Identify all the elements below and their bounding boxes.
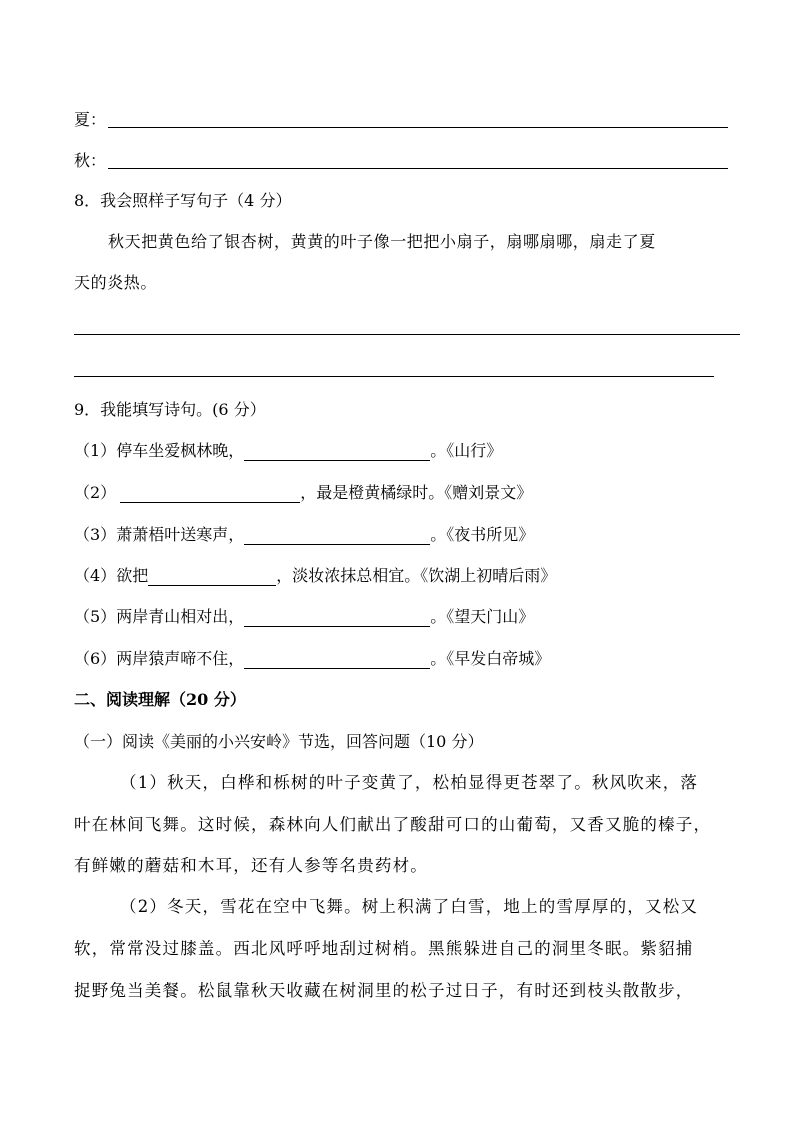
poem-blank-5[interactable] bbox=[244, 608, 430, 627]
poem-text-after: 。《山行》 bbox=[430, 441, 503, 460]
poem-item-number: （6） bbox=[74, 649, 117, 668]
autumn-label: 秋： bbox=[74, 151, 107, 170]
poem-item-1 bbox=[74, 441, 502, 461]
section-2-title: 二、阅读理解（20 分） bbox=[74, 690, 246, 709]
poem-item-number: （1） bbox=[74, 441, 117, 460]
poem-text-before: 两岸猿声啼不住， bbox=[116, 649, 245, 668]
passage-p1-line2: 叶在林间飞舞。这时候，森林向人们献出了酸甜可口的山葡萄，又香又脆的榛子， bbox=[74, 815, 712, 834]
poem-blank-3[interactable] bbox=[244, 526, 430, 545]
poem-text-before: 两岸青山相对出， bbox=[116, 607, 245, 626]
question-8-title: 8．我会照样子写句子（4 分） bbox=[74, 191, 292, 210]
summer-label: 夏： bbox=[74, 110, 107, 129]
poem-text-after: 。《望天门山》 bbox=[430, 607, 535, 626]
passage-p2-line1: （2）冬天，雪花在空中飞舞。树上积满了白雪，地上的雪厚厚的，又松又 bbox=[120, 897, 699, 916]
question-8-example-line2: 天的炎热。 bbox=[74, 273, 158, 292]
poem-text-after: ，最是橙黄橘绿时。《赠刘景文》 bbox=[300, 483, 533, 502]
poem-blank-6[interactable] bbox=[244, 650, 430, 669]
poem-blank-2[interactable] bbox=[120, 484, 300, 503]
passage-p2-line3: 捉野兔当美餐。松鼠靠秋天收藏在树洞里的松子过日子，有时还到枝头散散步， bbox=[74, 981, 694, 1000]
question-9-title: 9．我能填写诗句。(6 分） bbox=[74, 400, 266, 419]
question-8-answer-line-1[interactable] bbox=[74, 334, 740, 335]
passage-p1-line3: 有鲜嫩的蘑菇和木耳，还有人参等名贵药材。 bbox=[74, 856, 428, 875]
poem-item-4 bbox=[74, 566, 556, 586]
poem-item-number: （2） bbox=[74, 483, 117, 502]
autumn-answer-line[interactable] bbox=[108, 168, 728, 169]
poem-blank-4[interactable] bbox=[148, 567, 276, 586]
poem-item-5 bbox=[74, 607, 534, 627]
passage-p1-line1: （1）秋天，白桦和栎树的叶子变黄了，松柏显得更苍翠了。秋风吹来，落 bbox=[120, 773, 699, 792]
summer-answer-line[interactable] bbox=[108, 127, 728, 128]
poem-blank-1[interactable] bbox=[244, 442, 430, 461]
poem-text-after: 。《早发白帝城》 bbox=[430, 649, 551, 668]
reading-1-title: （一）阅读《美丽的小兴安岭》节选，回答问题（10 分） bbox=[74, 732, 484, 751]
poem-text-before: 停车坐爱枫林晚， bbox=[116, 441, 245, 460]
poem-item-2 bbox=[74, 483, 532, 503]
poem-item-number: （4） bbox=[74, 566, 117, 585]
poem-text-before: 欲把 bbox=[116, 566, 149, 585]
poem-text-after: ，淡妆浓抹总相宜。《饮湖上初晴后雨》 bbox=[276, 566, 557, 585]
poem-text-after: 。《夜书所见》 bbox=[430, 525, 535, 544]
poem-item-6 bbox=[74, 649, 550, 669]
question-8-example-line1: 秋天把黄色给了银杏树，黄黄的叶子像一把把小扇子，扇哪扇哪，扇走了夏 bbox=[108, 232, 656, 251]
poem-item-number: （5） bbox=[74, 607, 117, 626]
question-8-answer-line-2[interactable] bbox=[74, 376, 714, 377]
passage-p2-line2: 软，常常没过膝盖。西北风呼呼地刮过树梢。黑熊躲进自己的洞里冬眠。紫貂捕 bbox=[74, 939, 694, 958]
poem-item-number: （3） bbox=[74, 525, 117, 544]
poem-item-3 bbox=[74, 525, 534, 545]
poem-text-before: 萧萧梧叶送寒声， bbox=[116, 525, 245, 544]
